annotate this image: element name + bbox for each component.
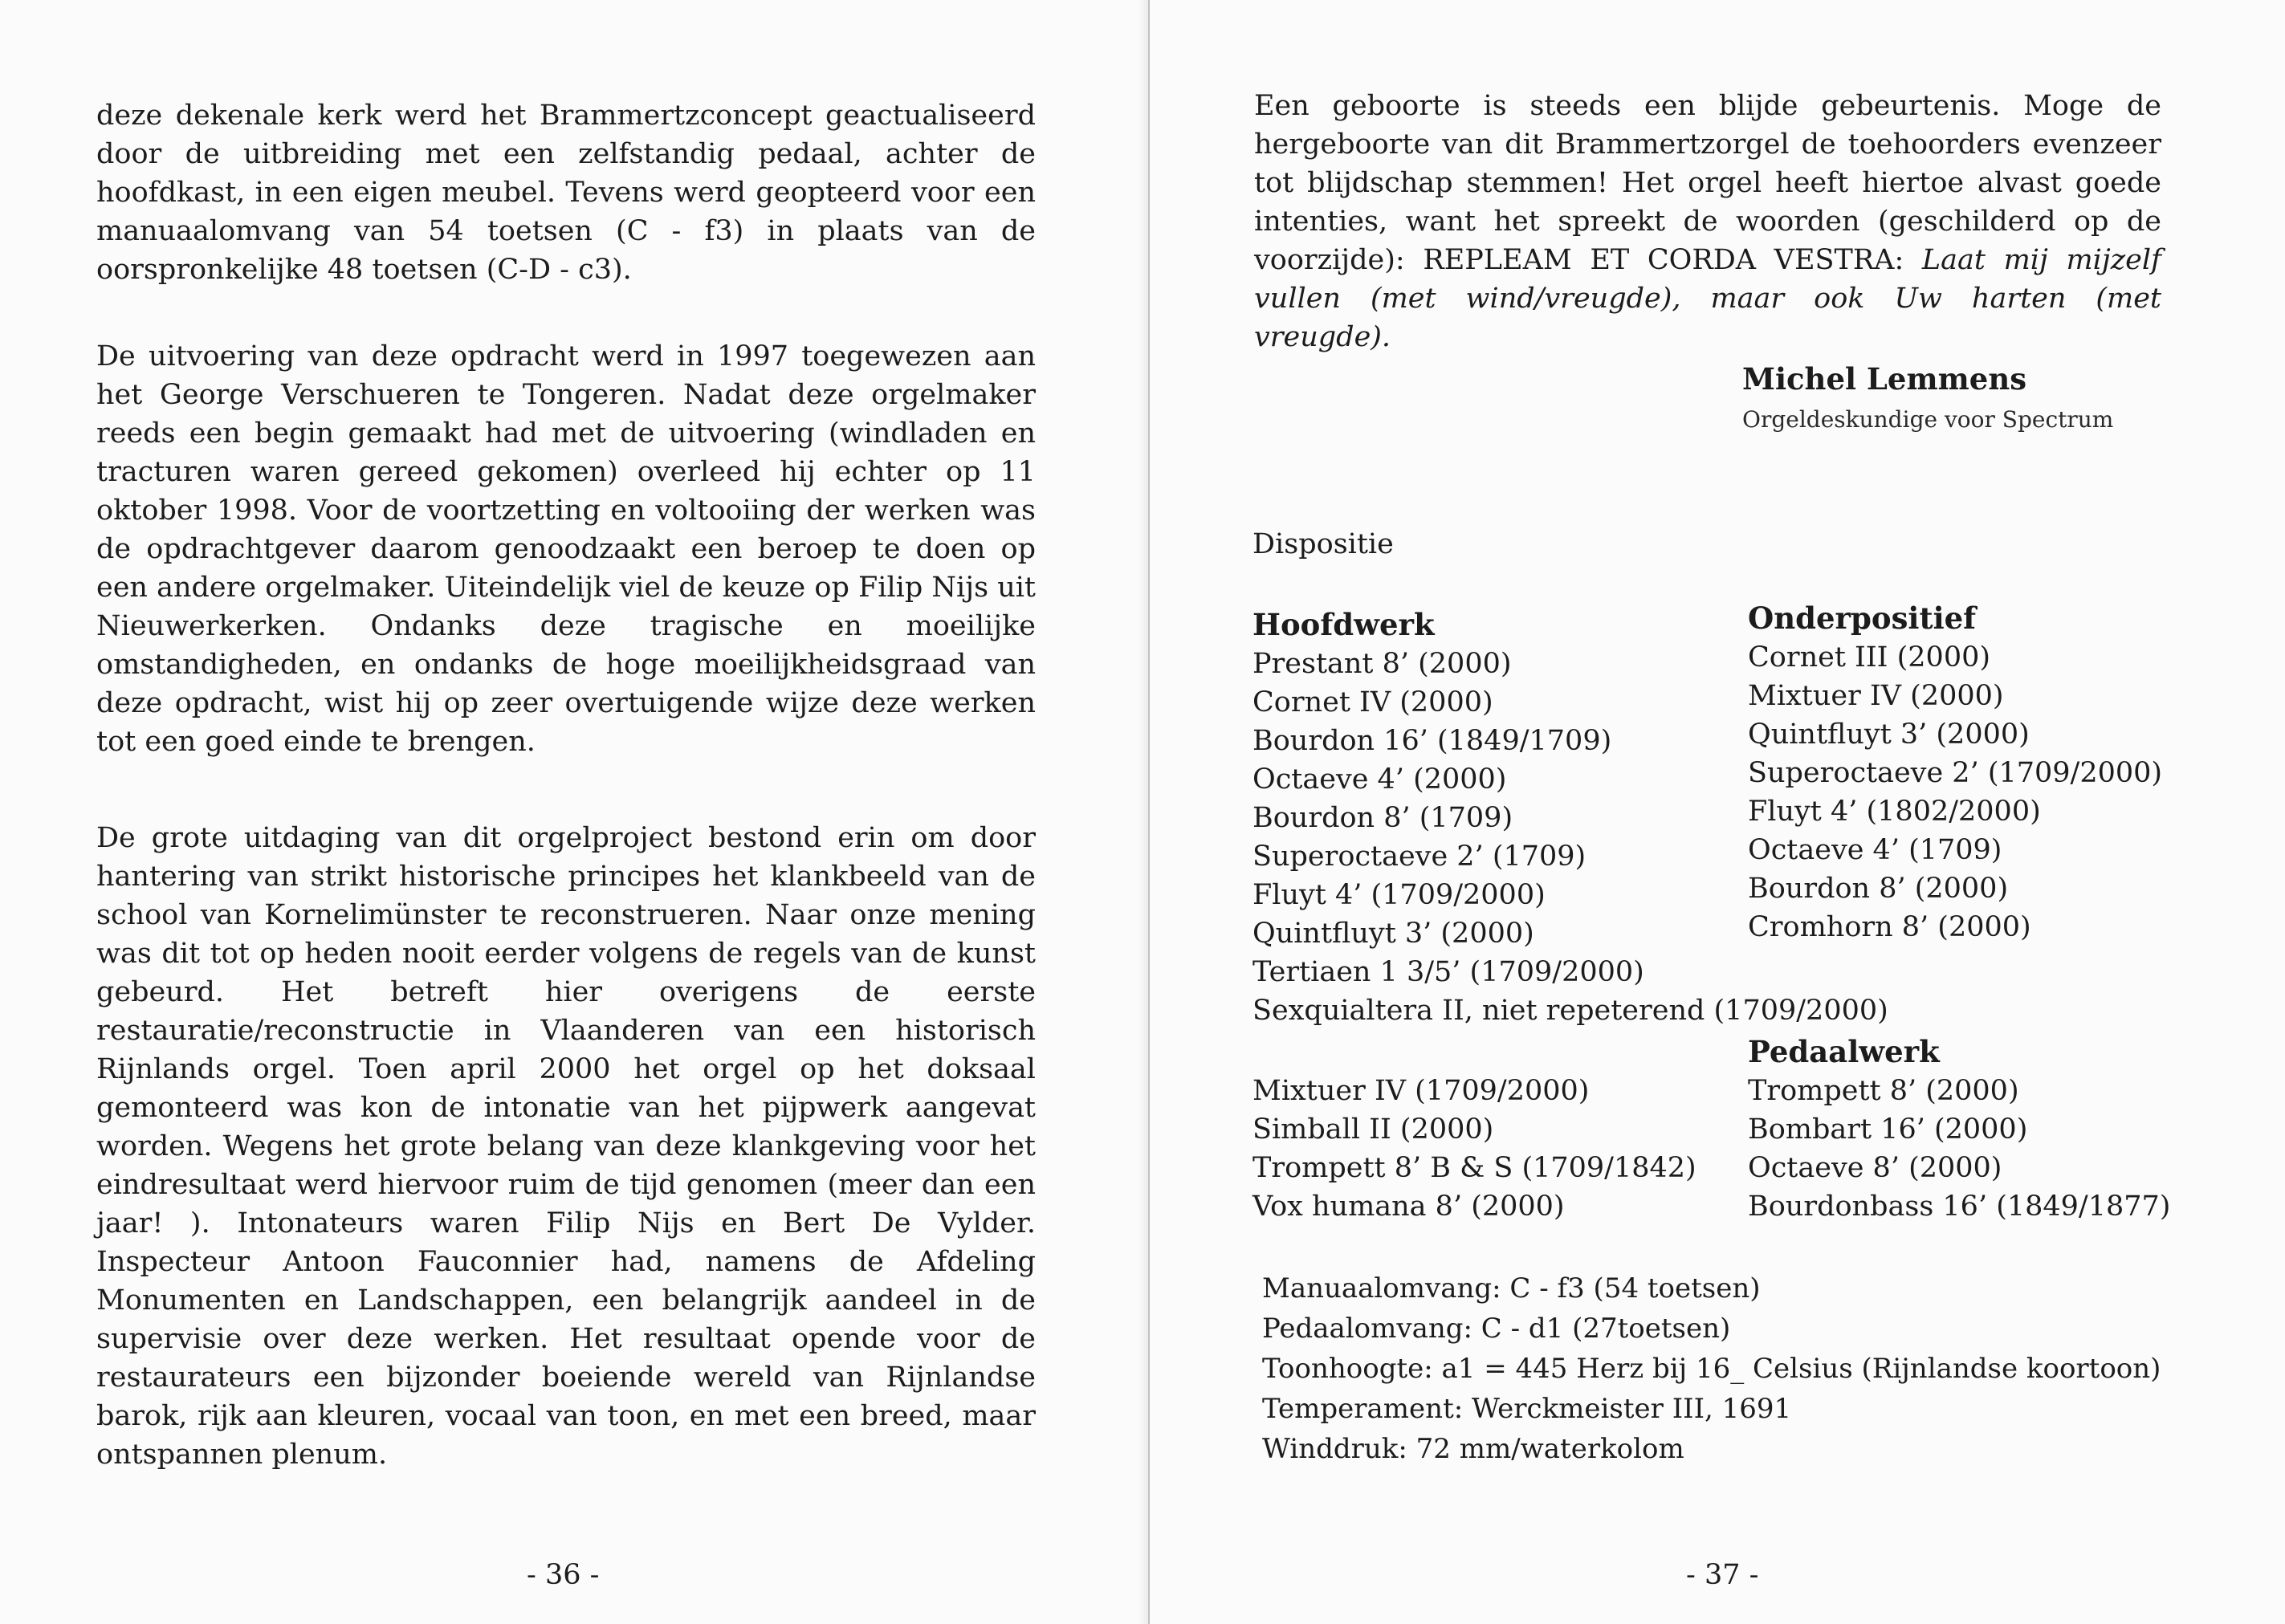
- organ-specifications: [1262, 1268, 2161, 1469]
- author-role: Orgeldeskundige voor Spectrum: [1742, 406, 2114, 433]
- stop-item: Superoctaeve 2’ (1709): [1252, 840, 1586, 873]
- stop-item: Trompett 8’ B & S (1709/1842): [1252, 1152, 1696, 1184]
- hoofdwerk-column-continued: [1252, 1072, 1696, 1226]
- stop-item: Bourdonbass 16’ (1849/1877): [1748, 1191, 2171, 1223]
- disposition-title: Dispositie: [1252, 528, 1394, 560]
- page-number-left: - 36 -: [527, 1559, 600, 1591]
- stop-item: Superoctaeve 2’ (1709/2000): [1748, 757, 2163, 789]
- stop-item: Bourdon 8’ (1709): [1252, 802, 1513, 834]
- stop-item: Fluyt 4’ (1709/2000): [1252, 879, 1546, 911]
- spec-line: Winddruk: 72 mm/waterkolom: [1262, 1433, 1684, 1465]
- spec-line: Toonhoogte: a1 = 445 Herz bij 16_ Celsius (Rijnlandse koortoon): [1262, 1353, 2161, 1385]
- page-number-right: - 37 -: [1686, 1559, 1759, 1591]
- stop-item: Mixtuer IV (2000): [1748, 680, 2004, 712]
- stop-item: Octaeve 4’ (1709): [1748, 834, 2002, 866]
- paragraph-3: De grote uitdaging van dit orgelproject bestond erin om door hantering van strikt historische principes het klankbeeld van de school van Kornelimünster te reconstrueren. Naar onze mening was dit tot op heden nooit eerder volgens de regels van de kunst gebeurd. Het betreft hier overigens de eerste restauratie/reconstructie in Vlaanderen van een historisch Rijnlands orgel. Toen april 2000 het orgel op het doksaal gemonteerd was kon de intonatie van het pijpwerk aangevat worden. Wegens het grote belang van deze klankgeving voor het eindresultaat werd hiervoor ruim de tijd genomen (meer dan een jaar! ). Intonateurs waren Filip Nijs en Bert De Vylder. Inspecteur Antoon Fauconnier had, namens de Afdeling Monumenten en Landschappen, een belangrijk aandeel in de supervisie over deze werken. Het resultaat opende voor de restaurateurs een bijzonder boeiende wereld van Rijnlandse barok, rijk aan kleuren, vocaal van toon, en met een breed, maar ontspannen plenum.: [96, 822, 1036, 1471]
- spec-line: Temperament: Werckmeister III, 1691: [1262, 1393, 1792, 1425]
- stop-item: Quintfluyt 3’ (2000): [1748, 718, 2030, 751]
- stop-item: Fluyt 4’ (1802/2000): [1748, 796, 2041, 828]
- stop-item: Cromhorn 8’ (2000): [1748, 911, 2031, 943]
- stop-item: Octaeve 4’ (2000): [1252, 763, 1507, 796]
- onderpositief-heading: Onderpositief: [1748, 600, 1977, 636]
- stop-item: Trompett 8’ (2000): [1748, 1075, 2019, 1107]
- paragraph-2: De uitvoering van deze opdracht werd in 1997 toegewezen aan het George Verschueren te Tongeren. Nadat deze orgelmaker reeds een begin gemaakt had met de uitvoering (windladen en tracturen waren gereed gekomen) overleed hij echter op 11 oktober 1998. Voor de voortzetting en voltooiing der werken was de opdrachtgever daarom genoodzaakt een beroep te doen op een andere orgelmaker. Uiteindelijk viel de keuze op Filip Nijs uit Nieuwerkerken. Ondanks deze tragische en moeilijke omstandigheden, en ondanks de hoge moeilijkheidsgraad van deze opdracht, wist hij op zeer overtuigende wijze deze werken tot een goed einde te brengen.: [96, 340, 1036, 758]
- stop-item: Cornet IV (2000): [1252, 686, 1493, 718]
- stop-item: Tertiaen 1 3/5’ (1709/2000): [1252, 956, 1644, 988]
- right-page: [1150, 0, 2285, 1624]
- hoofdwerk-heading: Hoofdwerk: [1252, 607, 1435, 642]
- intro-paragraph: [1254, 87, 2161, 356]
- stop-item: Bombart 16’ (2000): [1748, 1113, 2028, 1146]
- stop-item: Simball II (2000): [1252, 1113, 1494, 1146]
- stop-item: Prestant 8’ (2000): [1252, 648, 1512, 680]
- author-name: Michel Lemmens: [1742, 361, 2027, 397]
- stop-item: Quintfluyt 3’ (2000): [1252, 918, 1534, 950]
- onderpositief-column: [1748, 598, 2162, 946]
- spec-line: Pedaalomvang: C - d1 (27toetsen): [1262, 1313, 1731, 1345]
- stop-item: Octaeve 8’ (2000): [1748, 1152, 2002, 1184]
- stop-item: Bourdon 16’ (1849/1709): [1252, 725, 1612, 757]
- pedaalwerk-heading: Pedaalwerk: [1748, 1034, 1940, 1069]
- stop-item: Sexquialtera II, niet repeterend (1709/2000): [1252, 995, 1888, 1027]
- spec-line: Manuaalomvang: C - f3 (54 toetsen): [1262, 1272, 1761, 1304]
- pedaalwerk-column: [1748, 1032, 2170, 1226]
- stop-item: Bourdon 8’ (2000): [1748, 873, 2009, 905]
- paragraph-1: deze dekenale kerk werd het Brammertzconcept geactualiseerd door de uitbreiding met een zelfstandig pedaal, achter de hoofdkast, in een eigen meubel. Tevens werd geopteerd voor een manuaalomvang van 54 toetsen (C - f3) in plaats van de oorspronkelijke 48 toetsen (C-D - c3).: [96, 100, 1036, 286]
- stop-item: Cornet III (2000): [1748, 641, 1991, 674]
- stop-item: Vox humana 8’ (2000): [1252, 1191, 1565, 1223]
- intro-regular-text: Een geboorte is steeds een blijde gebeurtenis. Moge de hergeboorte van dit Brammertzorgel de toehoorders evenzeer tot blijdschap stemmen! Het orgel heeft hiertoe alvast goede intenties, want het spreekt de woorden (geschilderd op de voorzijde): REPLEAM ET CORDA VESTRA:: [1254, 90, 2161, 276]
- intro-italic-text: Laat mij mijzelf vullen (met wind/vreugde), maar ook Uw harten (met vreugde).: [1254, 244, 2162, 353]
- stop-item: Mixtuer IV (1709/2000): [1252, 1075, 1590, 1107]
